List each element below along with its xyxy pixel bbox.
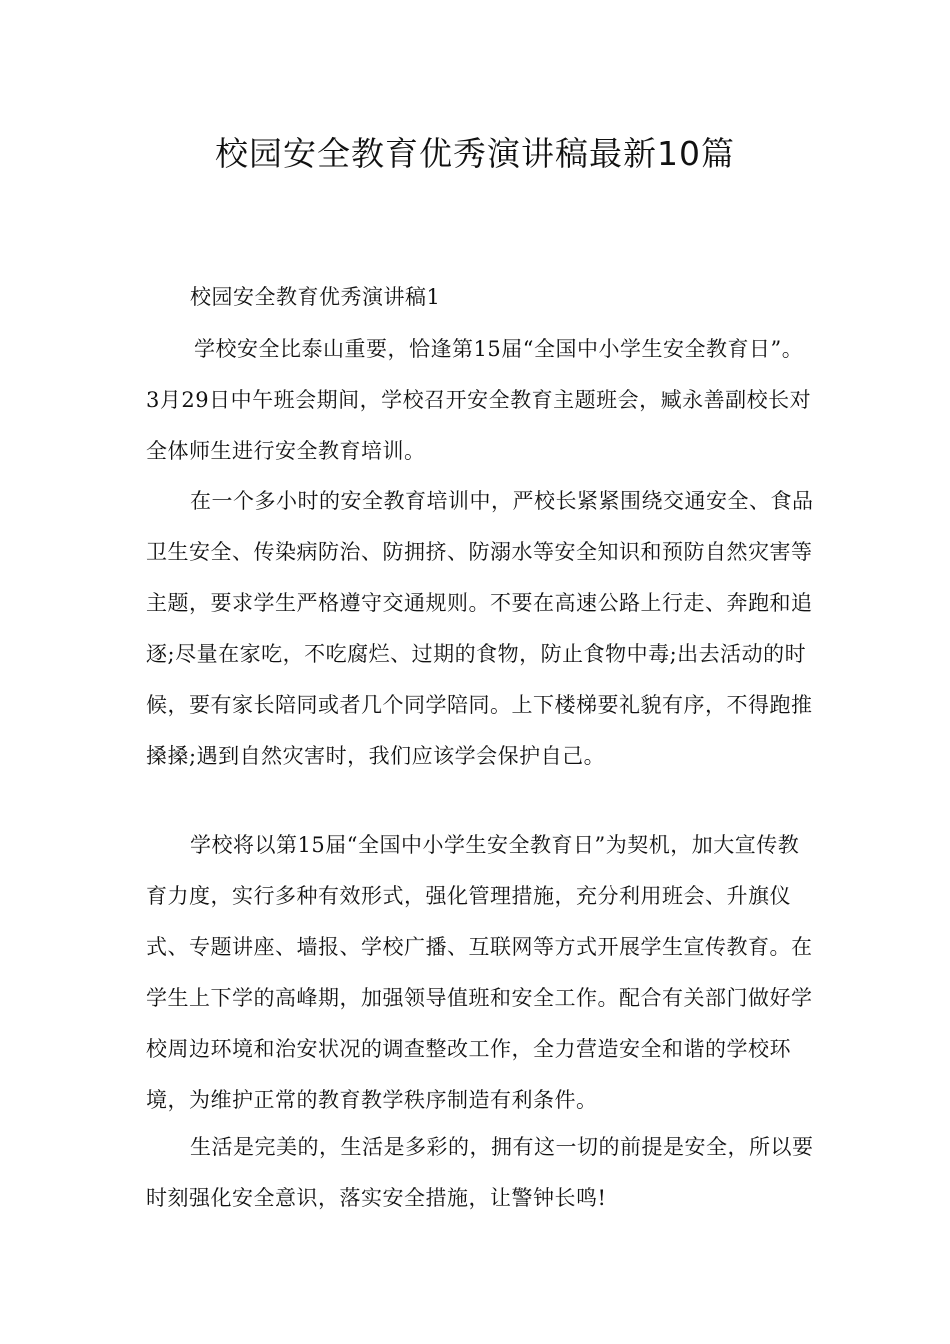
paragraph-3: 学校将以第15届“全国中小学生安全教育日”为契机，加大宣传教育力度，实行多种有效形式，强化管理措施，充分利用班会、升旗仪式、专题讲座、墙报、学校广播、互联网等方式开展学生宣传教育。在学生上下学的高峰期，加强领导值班和安全工作。配合有关部门做好学校周边环境和治安状况的调查整改工作，全力营造安全和谐的学校环境，为维护正常的教育教学秩序制造有利条件。 [146,833,813,1112]
document-title: 校园安全教育优秀演讲稿最新10篇 [215,134,735,173]
paragraph-2: 在一个多小时的安全教育培训中，严校长紧紧围绕交通安全、食品卫生安全、传染病防治、防拥挤、防溺水等安全知识和预防自然灾害等主题，要求学生严格遵守交通规则。不要在高速公路上行走、奔跑和追逐;尽量在家吃，不吃腐烂、过期的食物，防止食物中毒;出去活动的时候，要有家长陪同或者几个同学陪同。上下楼梯要礼貌有序，不得跑推搡搡;遇到自然灾害时，我们应该学会保护自己。 [146,489,814,768]
paragraph-4: 生活是完美的，生活是多彩的，拥有这一切的前提是安全，所以要时刻强化安全意识，落实安全措施，让警钟长鸣! [146,1135,814,1210]
section-heading: 校园安全教育优秀演讲稿1 [190,285,441,309]
paragraph-1: 学校安全比泰山重要，恰逢第15届“全国中小学生安全教育日”。3月29日中午班会期间，学校召开安全教育主题班会，臧永善副校长对全体师生进行安全教育培训。 [146,337,812,463]
